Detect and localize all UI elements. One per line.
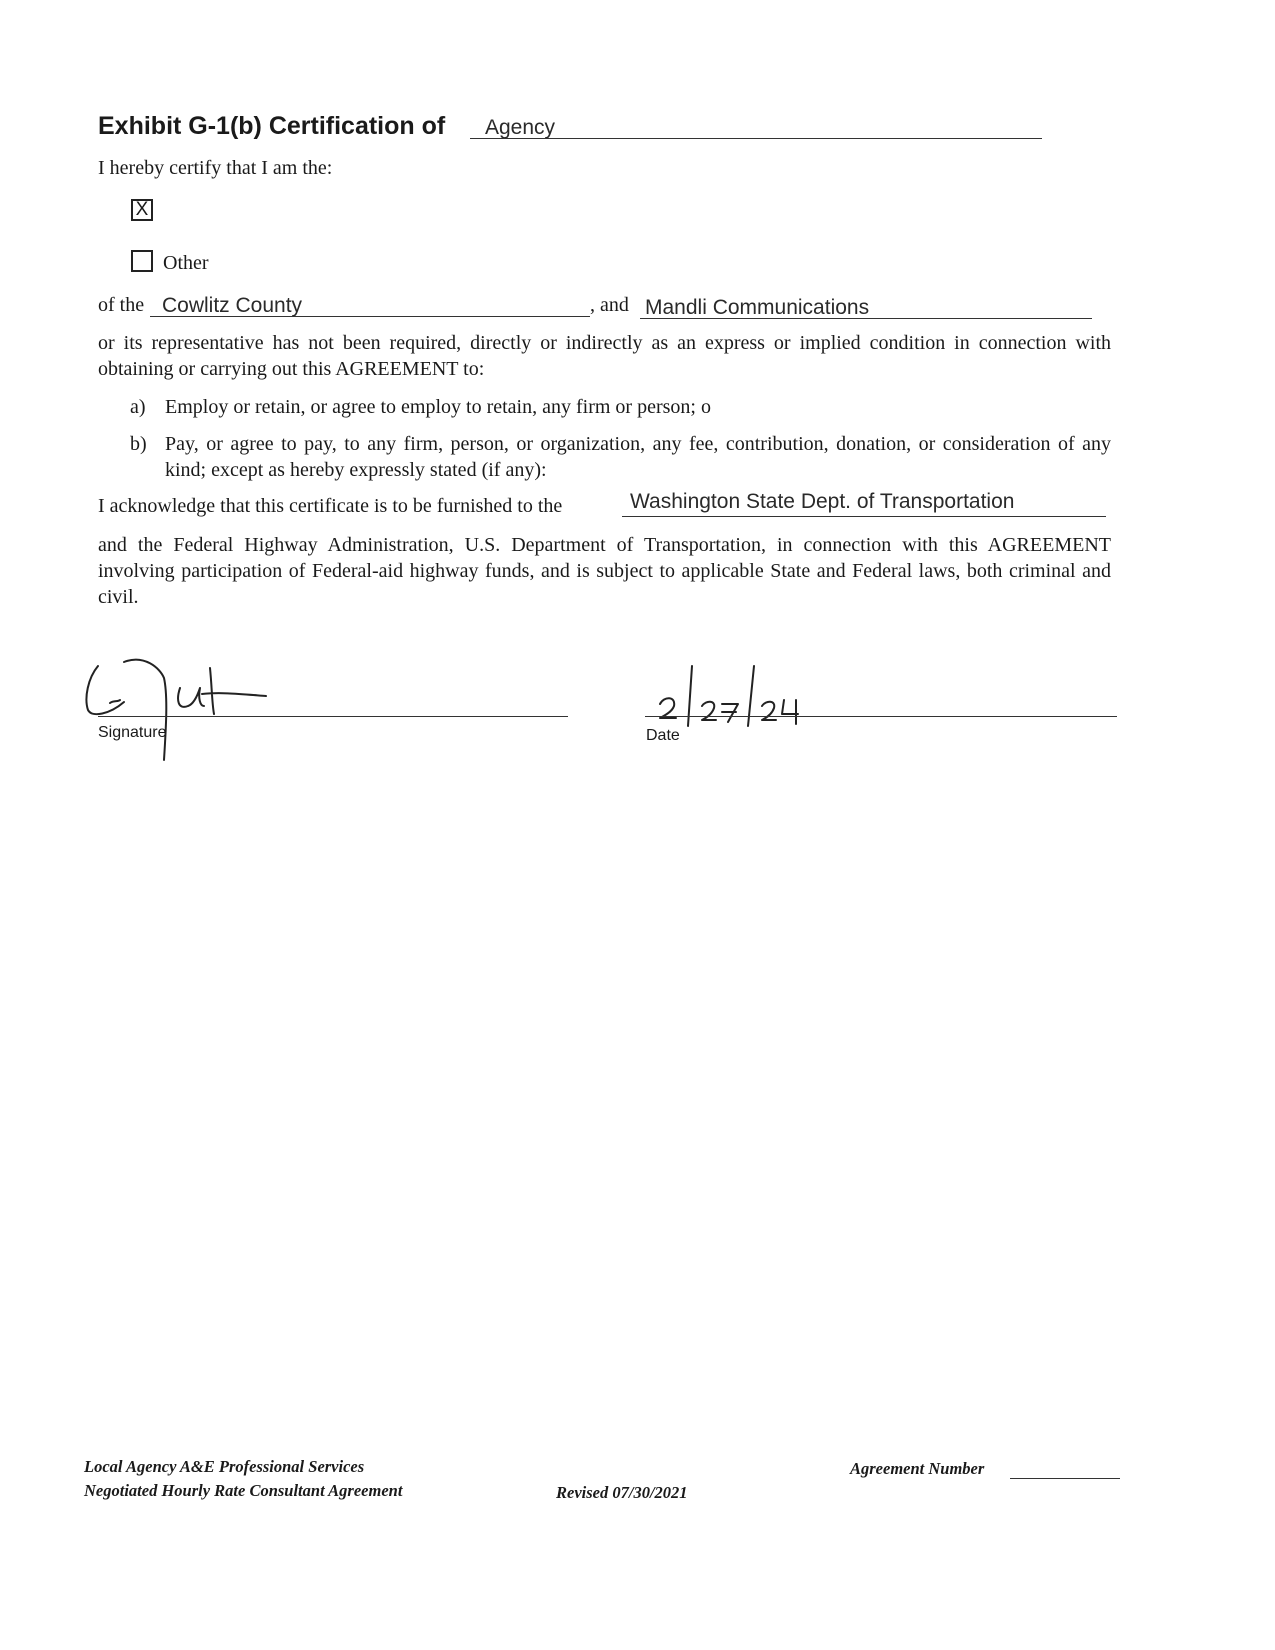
signature-line[interactable]	[98, 716, 568, 717]
list-item-marker: a)	[130, 396, 146, 418]
list-item-text: Pay, or agree to pay, to any firm, person, or organization, any fee, contribution, donation, or consideration of any kind; except as hereby expressly stated (if any):	[165, 433, 1111, 481]
recipient-field[interactable]: Washington State Dept. of Transportation	[630, 490, 1015, 513]
certified-entity-underline	[470, 138, 1042, 139]
list-item-marker: b)	[130, 433, 147, 455]
date-handwritten	[650, 660, 830, 730]
certified-entity-field[interactable]: Agency	[485, 116, 556, 139]
recipient-underline	[622, 516, 1106, 517]
date-label: Date	[646, 727, 680, 744]
acknowledge-prefix: I acknowledge that this certificate is to be furnished to the	[98, 495, 563, 517]
date-line[interactable]	[645, 716, 1117, 717]
agency-name-field[interactable]: Cowlitz County	[162, 294, 303, 317]
parties-connector: , and	[590, 294, 629, 316]
consultant-underline	[640, 318, 1092, 319]
consultant-name-field[interactable]: Mandli Communications	[645, 296, 870, 319]
agency-underline	[150, 316, 590, 317]
agreement-number-underline	[1010, 1478, 1120, 1479]
intro-text: I hereby certify that I am the:	[98, 157, 333, 179]
paragraph-condition: or its representative has not been required, directly or indirectly as an express or implied condition in connection with obtaining or carrying out this AGREEMENT to:	[98, 332, 1111, 380]
agreement-number-label: Agreement Number	[850, 1459, 985, 1478]
footer-revised: Revised 07/30/2021	[556, 1483, 688, 1502]
paragraph-acknowledgement: and the Federal Highway Administration, U.S. Department of Transportation, in connection with this AGREEMENT involving participation of Federal-aid highway funds, and is subject to applicable State and Federal laws, both criminal and civil.	[98, 534, 1111, 608]
footer-line-1: Local Agency A&E Professional Services	[84, 1457, 365, 1476]
role-checkbox-other[interactable]	[131, 250, 153, 272]
parties-prefix: of the	[98, 294, 145, 316]
signature-label: Signature	[98, 724, 167, 741]
page-title: Exhibit G-1(b) Certification of	[98, 112, 446, 140]
role-checkbox-checked[interactable]: X	[131, 199, 153, 221]
signature-scribble	[80, 648, 280, 763]
role-label-other: Other	[163, 252, 209, 274]
list-item-text: Employ or retain, or agree to employ to retain, any firm or person; o	[165, 396, 711, 418]
footer-line-2: Negotiated Hourly Rate Consultant Agreement	[84, 1481, 403, 1500]
